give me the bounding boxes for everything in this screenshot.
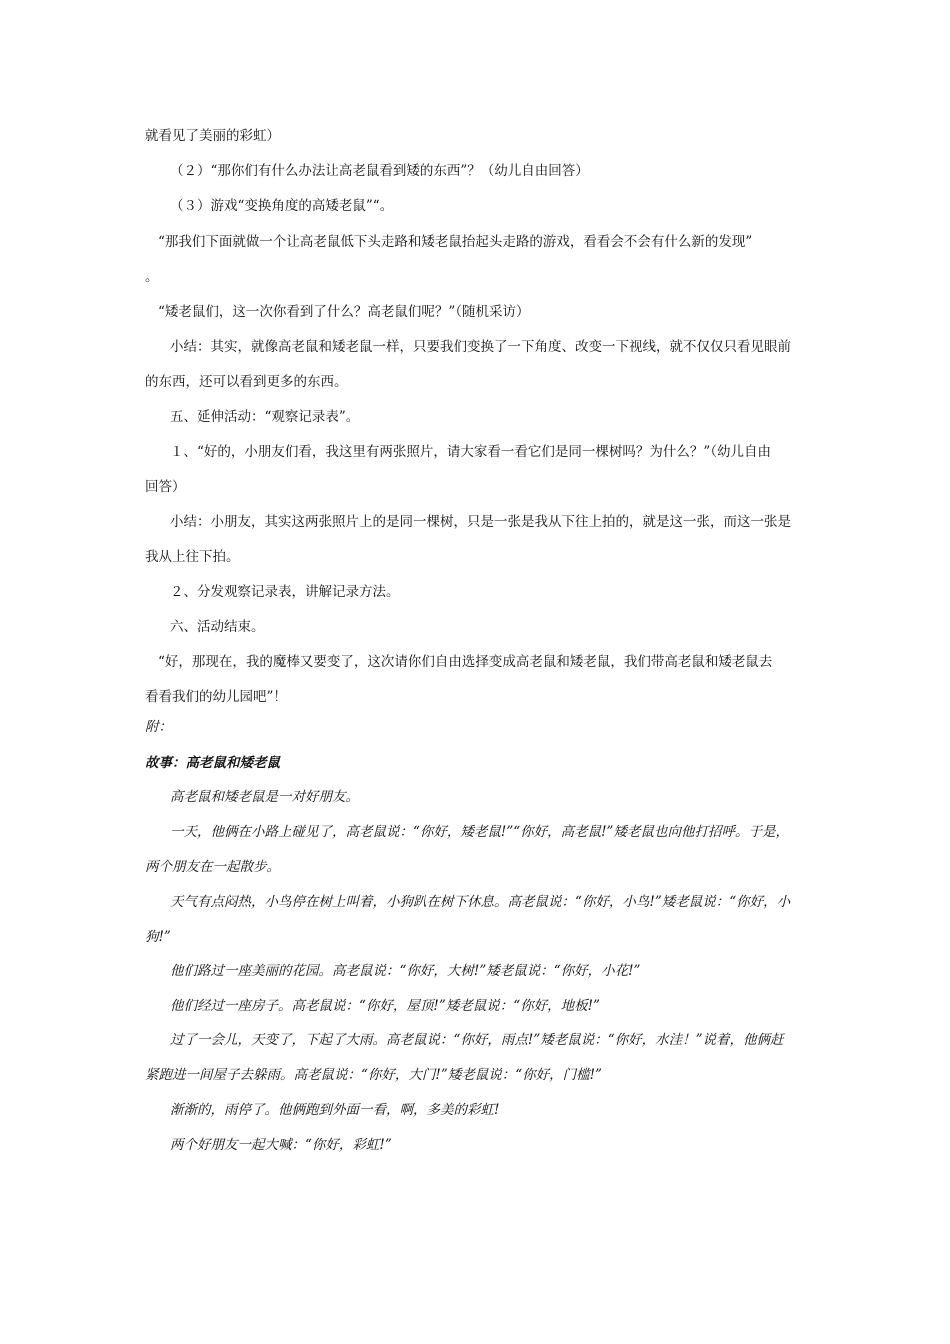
text-line: （２）“那你们有什么办法让高老鼠看到矮的东西”？（幼儿自由回答） bbox=[170, 163, 589, 179]
story-line: 一天，他俩在小路上碰见了，高老鼠说：“你好，矮老鼠!”“你好，高老鼠!”矮老鼠也向他打招呼。于是， bbox=[170, 824, 789, 840]
story-line: 过了一会儿，天变了，下起了大雨。高老鼠说：“你好，雨点!”矮老鼠说：“你好，水洼！”说着，他俩赶 bbox=[170, 1032, 784, 1048]
text-line: 的东西，还可以看到更多的东西。 bbox=[145, 374, 348, 390]
text-line: 就看见了美丽的彩虹） bbox=[145, 128, 280, 144]
text-line: 小结：其实，就像高老鼠和矮老鼠一样，只要我们变换了一下角度、改变一下视线，就不仅仅只看见眼前 bbox=[170, 339, 791, 355]
story-line: 紧跑进一间屋子去躲雨。高老鼠说：“你好，大门!”矮老鼠说：“你好，门槛!” bbox=[145, 1067, 602, 1083]
text-line: 看看我们的幼儿园吧”！ bbox=[145, 689, 287, 705]
story-line: 两个好朋友一起大喊：“你好，彩虹!” bbox=[170, 1137, 392, 1153]
text-line: 小结：小朋友，其实这两张照片上的是同一棵树，只是一张是我从下往上拍的，就是这一张，而这一张是 bbox=[170, 514, 791, 530]
text-line: “矮老鼠们，这一次你看到了什么？高老鼠们呢？”（随机采访） bbox=[158, 304, 530, 320]
story-line: 狗!” bbox=[145, 929, 171, 945]
story-line: 天气有点闷热，小鸟停在树上叫着，小狗趴在树下休息。高老鼠说：“你好，小鸟!”矮老鼠说：“你好，小 bbox=[170, 894, 791, 910]
text-line: ２、分发观察记录表，讲解记录方法。 bbox=[170, 584, 400, 600]
text-line: １、“好的，小朋友们看，我这里有两张照片，请大家看一看它们是同一棵树吗？为什么？”（幼儿自由 bbox=[170, 444, 772, 460]
story-line: 渐渐的，雨停了。他俩跑到外面一看，啊，多美的彩虹! bbox=[170, 1102, 500, 1118]
text-line: 回答） bbox=[145, 479, 186, 495]
text-line: 我从上往下拍。 bbox=[145, 549, 240, 565]
section-heading: 六、活动结束。 bbox=[170, 619, 265, 635]
text-line: 。 bbox=[145, 269, 159, 285]
text-line: “那我们下面就做一个让高老鼠低下头走路和矮老鼠抬起头走路的游戏，看看会不会有什么新的发现” bbox=[158, 234, 753, 250]
story-line: 他们经过一座房子。高老鼠说：“你好，屋顶!”矮老鼠说：“你好，地板!” bbox=[170, 998, 600, 1014]
section-heading: 五、延伸活动：“观察记录表”。 bbox=[170, 409, 360, 425]
story-line: 两个朋友在一起散步。 bbox=[145, 859, 280, 875]
text-line: （３）游戏“变换角度的高矮老鼠”“。 bbox=[170, 198, 394, 214]
story-title: 故事：高老鼠和矮老鼠 bbox=[145, 755, 280, 771]
text-line: “好，那现在，我的魔棒又要变了，这次请你们自由选择变成高老鼠和矮老鼠，我们带高老鼠和矮老鼠去 bbox=[158, 654, 773, 670]
story-line: 他们路过一座美丽的花园。高老鼠说：“你好，大树!”矮老鼠说：“你好，小花!” bbox=[170, 963, 641, 979]
story-line: 高老鼠和矮老鼠是一对好朋友。 bbox=[170, 789, 359, 805]
appendix-label: 附： bbox=[145, 719, 172, 735]
